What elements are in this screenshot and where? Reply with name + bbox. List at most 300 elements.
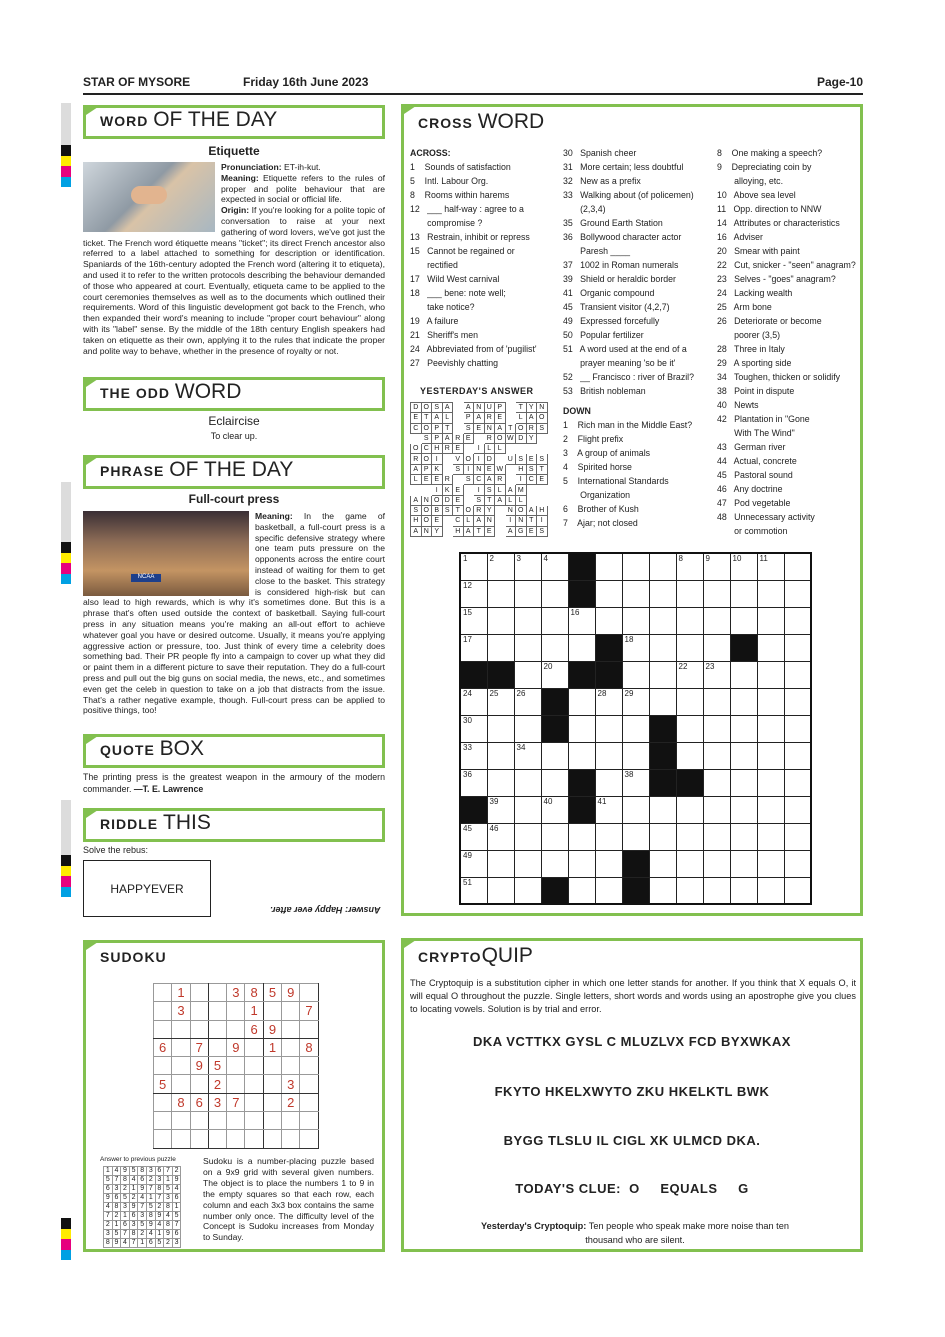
sudoku-cell[interactable]: 8 xyxy=(245,984,263,1002)
crossword-cell[interactable] xyxy=(622,580,649,607)
crossword-cell[interactable] xyxy=(514,823,541,850)
crossword-cell[interactable] xyxy=(730,769,757,796)
answer-cell: E xyxy=(453,444,464,454)
crossword-cell[interactable] xyxy=(595,769,622,796)
crossword-cell[interactable]: 4 xyxy=(541,553,568,580)
crossword-cell[interactable]: 16 xyxy=(568,607,595,634)
sudoku-cell: 2 xyxy=(155,1203,164,1212)
crossword-cell[interactable] xyxy=(541,607,568,634)
sudoku-cell[interactable] xyxy=(263,1093,281,1111)
crossword-cell[interactable] xyxy=(649,823,676,850)
sudoku-cell[interactable]: 3 xyxy=(282,1075,300,1093)
sudoku-cell[interactable] xyxy=(208,1130,226,1148)
sudoku-cell[interactable]: 3 xyxy=(208,1093,226,1111)
crossword-cell[interactable] xyxy=(730,715,757,742)
crossword-cell[interactable] xyxy=(730,877,757,904)
answer-cell: T xyxy=(537,464,548,474)
sudoku-cell[interactable] xyxy=(154,1020,172,1038)
crossword-cell[interactable] xyxy=(595,715,622,742)
answer-cell: I xyxy=(516,475,527,485)
sudoku-cell[interactable]: 9 xyxy=(190,1057,208,1075)
sudoku-cell[interactable] xyxy=(172,1130,190,1148)
sudoku-cell[interactable] xyxy=(245,1075,263,1093)
sudoku-grid[interactable] xyxy=(153,983,319,1149)
crossword-cell[interactable] xyxy=(595,850,622,877)
sudoku-cell[interactable]: 1 xyxy=(263,1038,281,1056)
sudoku-cell[interactable] xyxy=(282,1057,300,1075)
crossword-cell[interactable] xyxy=(784,769,811,796)
crossword-cell[interactable] xyxy=(730,607,757,634)
crossword-heading: CROSS WORD xyxy=(401,104,863,138)
sudoku-cell: 9 xyxy=(155,1212,164,1221)
crossword-cell[interactable] xyxy=(649,607,676,634)
sudoku-cell: 6 xyxy=(155,1167,164,1176)
crossword-cell[interactable] xyxy=(649,580,676,607)
crossword-cell[interactable] xyxy=(757,742,784,769)
sudoku-cell: 7 xyxy=(138,1203,147,1212)
crossword-cell[interactable] xyxy=(514,796,541,823)
sudoku-cell[interactable] xyxy=(190,984,208,1002)
crossword-cell[interactable] xyxy=(757,634,784,661)
crossword-cell[interactable] xyxy=(622,607,649,634)
crossword-cell[interactable] xyxy=(568,742,595,769)
crossword-cell[interactable] xyxy=(595,607,622,634)
crossword-cell[interactable] xyxy=(784,607,811,634)
sudoku-cell[interactable] xyxy=(227,1002,245,1020)
answer-cell: I xyxy=(432,485,443,495)
crossword-cell[interactable] xyxy=(487,580,514,607)
sudoku-cell: 4 xyxy=(172,1185,181,1194)
sudoku-cell[interactable] xyxy=(190,1020,208,1038)
crossword-cell[interactable]: 15 xyxy=(460,607,487,634)
crossword-cell[interactable] xyxy=(784,553,811,580)
crossword-cell[interactable] xyxy=(703,796,730,823)
answer-cell: E xyxy=(526,454,537,464)
crossword-cell[interactable]: 20 xyxy=(541,661,568,688)
crossword-cell[interactable] xyxy=(622,661,649,688)
answer-cell: N xyxy=(516,516,527,526)
crossword-cell[interactable] xyxy=(649,634,676,661)
crossword-cell[interactable] xyxy=(487,742,514,769)
sudoku-cell[interactable]: 6 xyxy=(245,1020,263,1038)
answer-cell: E xyxy=(484,464,495,474)
crossword-cell[interactable] xyxy=(487,769,514,796)
answer-cell: I xyxy=(474,485,485,495)
crossword-cell[interactable] xyxy=(757,877,784,904)
crossword-cell[interactable] xyxy=(703,607,730,634)
crossword-cell[interactable] xyxy=(595,877,622,904)
crossword-cell[interactable] xyxy=(568,634,595,661)
answer-cell: A xyxy=(495,423,506,433)
clue-line: 21 Sheriff's men xyxy=(410,330,479,340)
sudoku-cell[interactable] xyxy=(300,984,318,1002)
sudoku-cell[interactable]: 7 xyxy=(300,1002,318,1020)
sudoku-cell[interactable] xyxy=(245,1112,263,1130)
crossword-cell[interactable] xyxy=(703,742,730,769)
crossword-cell[interactable] xyxy=(676,580,703,607)
crossword-cell[interactable] xyxy=(595,553,622,580)
sudoku-cell: 4 xyxy=(112,1167,121,1176)
crossword-cell[interactable]: 33 xyxy=(460,742,487,769)
crossword-cell[interactable]: 23 xyxy=(703,661,730,688)
answer-cell: E xyxy=(463,433,474,443)
answer-cell xyxy=(442,516,453,526)
crossword-cell[interactable] xyxy=(487,607,514,634)
answer-cell: V xyxy=(453,454,464,464)
answer-cell: W xyxy=(496,465,504,473)
answer-cell xyxy=(453,423,464,433)
sudoku-cell[interactable]: 3 xyxy=(227,984,245,1002)
sudoku-cell[interactable] xyxy=(245,1057,263,1075)
sudoku-cell[interactable] xyxy=(154,1057,172,1075)
crossword-cell[interactable] xyxy=(622,742,649,769)
crossword-cell[interactable]: 34 xyxy=(514,742,541,769)
crossword-cell[interactable] xyxy=(757,580,784,607)
sudoku-cell[interactable] xyxy=(190,1075,208,1093)
crossword-cell[interactable] xyxy=(595,742,622,769)
crossword-cell[interactable] xyxy=(784,850,811,877)
sudoku-cell: 1 xyxy=(121,1212,130,1221)
sudoku-cell[interactable] xyxy=(227,1112,245,1130)
crossword-cell[interactable] xyxy=(784,742,811,769)
answer-cell: S xyxy=(442,505,453,515)
answer-cell: D xyxy=(484,454,495,464)
crossword-cell[interactable] xyxy=(514,715,541,742)
crossword-cell[interactable] xyxy=(649,877,676,904)
sudoku-cell[interactable] xyxy=(172,1075,190,1093)
sudoku-cell[interactable]: 9 xyxy=(263,1020,281,1038)
sudoku-cell: 2 xyxy=(138,1230,147,1239)
clue-line: 36 Bollywood character actor xyxy=(563,232,682,242)
sudoku-cell[interactable]: 8 xyxy=(300,1038,318,1056)
crossword-cell[interactable] xyxy=(676,850,703,877)
crossword-cell[interactable] xyxy=(541,634,568,661)
sudoku-cell: 3 xyxy=(164,1194,173,1203)
sudoku-cell: 4 xyxy=(129,1176,138,1185)
crossword-cell[interactable] xyxy=(541,580,568,607)
crossword-cell[interactable] xyxy=(568,688,595,715)
sudoku-cell: 7 xyxy=(164,1167,173,1176)
crossword-cell[interactable] xyxy=(703,850,730,877)
sudoku-cell[interactable]: 6 xyxy=(154,1038,172,1056)
sudoku-cell[interactable]: 8 xyxy=(172,1093,190,1111)
crossword-cell[interactable] xyxy=(568,850,595,877)
crossword-cell[interactable] xyxy=(622,553,649,580)
sudoku-cell[interactable] xyxy=(282,1020,300,1038)
sudoku-cell[interactable] xyxy=(263,1075,281,1093)
sudoku-cell[interactable] xyxy=(245,1038,263,1056)
sudoku-cell[interactable] xyxy=(300,1093,318,1111)
crossword-cell[interactable] xyxy=(676,742,703,769)
crossword-cell[interactable] xyxy=(595,580,622,607)
sudoku-cell: 1 xyxy=(146,1194,155,1203)
crossword-cell[interactable] xyxy=(514,877,541,904)
crossword-cell[interactable] xyxy=(757,715,784,742)
crossword-cell[interactable] xyxy=(703,769,730,796)
answer-cell: U xyxy=(484,403,495,413)
sudoku-cell[interactable] xyxy=(300,1057,318,1075)
sudoku-cell[interactable] xyxy=(154,984,172,1002)
sudoku-cell[interactable] xyxy=(208,984,226,1002)
crossword-cell[interactable] xyxy=(730,823,757,850)
crossword-cell[interactable] xyxy=(784,715,811,742)
crossword-cell[interactable] xyxy=(730,580,757,607)
sudoku-cell: 8 xyxy=(138,1167,147,1176)
sudoku-cell[interactable] xyxy=(245,1093,263,1111)
answer-cell: L xyxy=(411,475,422,485)
sudoku-cell[interactable] xyxy=(154,1130,172,1148)
crossword-cell[interactable] xyxy=(568,877,595,904)
sudoku-cell[interactable] xyxy=(208,1112,226,1130)
crossword-cell[interactable] xyxy=(676,823,703,850)
crossword-cell[interactable]: 24 xyxy=(460,688,487,715)
crossword-cell[interactable]: 29 xyxy=(622,688,649,715)
crossword-cell[interactable]: 1 xyxy=(460,553,487,580)
crossword-cell[interactable] xyxy=(487,715,514,742)
crossword-cell[interactable] xyxy=(649,688,676,715)
answer-cell: S xyxy=(516,454,527,464)
crossword-cell[interactable] xyxy=(730,850,757,877)
crossword-cell[interactable] xyxy=(514,634,541,661)
sudoku-cell[interactable]: 9 xyxy=(282,984,300,1002)
sudoku-cell[interactable] xyxy=(172,1057,190,1075)
crossword-cell[interactable]: 22 xyxy=(676,661,703,688)
sudoku-cell[interactable] xyxy=(263,1057,281,1075)
crossword-cell[interactable]: 25 xyxy=(487,688,514,715)
sudoku-cell[interactable]: 1 xyxy=(172,984,190,1002)
answer-cell xyxy=(505,475,516,485)
sudoku-cell[interactable] xyxy=(154,1093,172,1111)
clue-line: 42 Plantation in "Gone xyxy=(717,414,810,424)
crossword-cell[interactable] xyxy=(757,661,784,688)
clue-line: 16 Adviser xyxy=(717,232,763,242)
crossword-cell[interactable] xyxy=(757,850,784,877)
answer-cell: A xyxy=(442,433,453,443)
crossword-cell[interactable] xyxy=(676,715,703,742)
sudoku-cell[interactable]: 7 xyxy=(190,1038,208,1056)
crossword-cell[interactable] xyxy=(649,850,676,877)
sudoku-cell[interactable] xyxy=(154,1112,172,1130)
crossword-grid[interactable] xyxy=(459,552,812,905)
crossword-cell[interactable]: 46 xyxy=(487,823,514,850)
crossword-cell[interactable] xyxy=(757,796,784,823)
sudoku-cell[interactable] xyxy=(190,1112,208,1130)
sudoku-cell[interactable]: 9 xyxy=(227,1038,245,1056)
crossword-cell[interactable] xyxy=(514,769,541,796)
crossword-cell[interactable] xyxy=(649,661,676,688)
sudoku-cell[interactable] xyxy=(227,1020,245,1038)
crossword-cell[interactable] xyxy=(703,688,730,715)
crossword-cell[interactable] xyxy=(703,580,730,607)
crossword-cell[interactable] xyxy=(676,634,703,661)
cipher-line-3: BYGG TLSLU IL CIGL XK ULMCD DKA. xyxy=(503,1133,761,1148)
crossword-cell[interactable] xyxy=(676,877,703,904)
crossword-cell xyxy=(649,742,676,769)
crossword-cell[interactable]: 40 xyxy=(541,796,568,823)
crossword-cell[interactable] xyxy=(703,715,730,742)
sudoku-cell[interactable] xyxy=(282,1002,300,1020)
crossword-cell[interactable] xyxy=(757,607,784,634)
sudoku-cell[interactable]: 5 xyxy=(208,1057,226,1075)
crossword-cell[interactable]: 28 xyxy=(595,688,622,715)
crossword-cell[interactable] xyxy=(757,688,784,715)
crossword-cell[interactable] xyxy=(514,580,541,607)
crossword-cell[interactable]: 38 xyxy=(622,769,649,796)
clue-line: 22 Cut, snicker - "seen" anagram? xyxy=(717,260,856,270)
crossword-cell[interactable]: 8 xyxy=(676,553,703,580)
sudoku-cell[interactable] xyxy=(208,1002,226,1020)
crossword-cell[interactable]: 18 xyxy=(622,634,649,661)
sudoku-cell[interactable] xyxy=(208,1038,226,1056)
sudoku-cell[interactable]: 6 xyxy=(190,1093,208,1111)
sudoku-cell[interactable] xyxy=(227,1130,245,1148)
sudoku-cell: 8 xyxy=(121,1176,130,1185)
crossword-cell[interactable] xyxy=(757,769,784,796)
crossword-cell[interactable] xyxy=(730,661,757,688)
crossword-cell[interactable] xyxy=(730,796,757,823)
sudoku-cell[interactable] xyxy=(282,1038,300,1056)
sudoku-cell[interactable]: 2 xyxy=(282,1093,300,1111)
sudoku-cell[interactable] xyxy=(300,1112,318,1130)
sudoku-cell[interactable] xyxy=(172,1038,190,1056)
sudoku-cell: 2 xyxy=(104,1221,113,1230)
crossword-cell[interactable] xyxy=(487,634,514,661)
crossword-cell[interactable] xyxy=(757,823,784,850)
crossword-cell[interactable]: 12 xyxy=(460,580,487,607)
crossword-cell[interactable] xyxy=(568,823,595,850)
sudoku-cell: 9 xyxy=(172,1176,181,1185)
sudoku-cell[interactable]: 5 xyxy=(154,1075,172,1093)
sudoku-cell[interactable] xyxy=(300,1130,318,1148)
crossword-cell[interactable]: 30 xyxy=(460,715,487,742)
crossword-cell[interactable]: 36 xyxy=(460,769,487,796)
crossword-cell[interactable] xyxy=(784,823,811,850)
crossword-cell[interactable] xyxy=(622,715,649,742)
crossword-cell[interactable] xyxy=(541,742,568,769)
sudoku-cell[interactable]: 3 xyxy=(172,1002,190,1020)
answer-cell: O xyxy=(463,505,474,515)
sudoku-cell[interactable] xyxy=(282,1130,300,1148)
crossword-cell[interactable] xyxy=(568,715,595,742)
crossword-cell[interactable] xyxy=(622,823,649,850)
crossword-cell[interactable] xyxy=(541,769,568,796)
crossword-cell[interactable] xyxy=(541,850,568,877)
sudoku-cell[interactable] xyxy=(263,1130,281,1148)
sudoku-cell[interactable] xyxy=(227,1057,245,1075)
crossword-cell[interactable] xyxy=(703,823,730,850)
answer-cell: E xyxy=(495,413,506,423)
sudoku-cell: 4 xyxy=(138,1194,147,1203)
crossword-cell[interactable] xyxy=(730,688,757,715)
crossword-cell[interactable] xyxy=(784,688,811,715)
crossword-cell[interactable] xyxy=(784,661,811,688)
sudoku-cell[interactable] xyxy=(154,1002,172,1020)
sudoku-cell[interactable]: 2 xyxy=(208,1075,226,1093)
clue-line: 33 Walking about (of policemen) xyxy=(563,190,694,200)
phrase-title: Full-court press xyxy=(188,492,280,506)
crossword-cell[interactable]: 9 xyxy=(703,553,730,580)
crossword-cell[interactable] xyxy=(676,688,703,715)
crossword-cell[interactable]: 49 xyxy=(460,850,487,877)
sudoku-cell[interactable] xyxy=(282,1112,300,1130)
crossword-cell[interactable] xyxy=(730,742,757,769)
sudoku-cell: 3 xyxy=(112,1185,121,1194)
crossword-cell[interactable] xyxy=(676,796,703,823)
crossword-cell[interactable]: 51 xyxy=(460,877,487,904)
crossword-cell[interactable]: 10 xyxy=(730,553,757,580)
crossword-cell[interactable] xyxy=(703,634,730,661)
crossword-cell[interactable] xyxy=(514,607,541,634)
crossword-cell[interactable]: 39 xyxy=(487,796,514,823)
clue-line: 24 Abbreviated from of 'pugilist' xyxy=(410,344,537,354)
sudoku-cell: 8 xyxy=(146,1212,155,1221)
crossword-cell[interactable] xyxy=(784,634,811,661)
crossword-cell[interactable] xyxy=(649,796,676,823)
answer-cell: T xyxy=(526,516,537,526)
crossword-cell[interactable]: 2 xyxy=(487,553,514,580)
crossword-cell[interactable] xyxy=(541,823,568,850)
sudoku-cell[interactable] xyxy=(263,1112,281,1130)
crossword-cell[interactable] xyxy=(595,823,622,850)
crossword-cell[interactable] xyxy=(622,796,649,823)
sudoku-cell[interactable] xyxy=(208,1020,226,1038)
answer-cell xyxy=(474,433,485,443)
clue-line: 4 Spirited horse xyxy=(563,462,632,472)
crossword-cell[interactable]: 26 xyxy=(514,688,541,715)
sudoku-cell[interactable] xyxy=(245,1130,263,1148)
answer-cell xyxy=(411,433,422,443)
sudoku-cell[interactable] xyxy=(300,1020,318,1038)
crossword-cell[interactable] xyxy=(703,877,730,904)
sudoku-cell[interactable] xyxy=(190,1002,208,1020)
crossword-cell[interactable] xyxy=(514,661,541,688)
crossword-cell[interactable] xyxy=(487,850,514,877)
answer-cell: K xyxy=(432,464,443,474)
crossword-cell[interactable] xyxy=(784,796,811,823)
yesterday-grid xyxy=(410,402,548,537)
sudoku-cell[interactable] xyxy=(172,1020,190,1038)
sudoku-cell[interactable] xyxy=(172,1112,190,1130)
sudoku-cell[interactable] xyxy=(227,1075,245,1093)
crossword-cell[interactable] xyxy=(649,553,676,580)
crossword-cell[interactable] xyxy=(676,607,703,634)
clue-line: 52 __ Francisco : river of Brazil? xyxy=(563,372,695,382)
sudoku-cell: 1 xyxy=(112,1221,121,1230)
answer-cell: T xyxy=(484,495,495,505)
answer-cell: S xyxy=(432,403,443,413)
answer-cell: B xyxy=(432,505,443,515)
sudoku-cell[interactable] xyxy=(263,1002,281,1020)
crossword-cell[interactable]: 41 xyxy=(595,796,622,823)
sudoku-cell[interactable]: 1 xyxy=(245,1002,263,1020)
riddle-prompt: Solve the rebus: xyxy=(83,845,149,855)
crossword-cell[interactable]: 45 xyxy=(460,823,487,850)
crossword-cell[interactable]: 17 xyxy=(460,634,487,661)
sudoku-cell[interactable] xyxy=(300,1075,318,1093)
crossword-cell[interactable] xyxy=(487,877,514,904)
sudoku-cell[interactable]: 5 xyxy=(263,984,281,1002)
answer-cell: A xyxy=(526,413,537,423)
crossword-cell[interactable] xyxy=(784,877,811,904)
sudoku-cell: 2 xyxy=(164,1239,173,1248)
sudoku-cell[interactable] xyxy=(190,1130,208,1148)
crossword-cell[interactable] xyxy=(514,850,541,877)
crossword-cell[interactable]: 11 xyxy=(757,553,784,580)
crossword-cell[interactable] xyxy=(784,580,811,607)
crossword-cell[interactable]: 3 xyxy=(514,553,541,580)
sudoku-cell[interactable]: 7 xyxy=(227,1093,245,1111)
answer-cell: R xyxy=(474,505,485,515)
